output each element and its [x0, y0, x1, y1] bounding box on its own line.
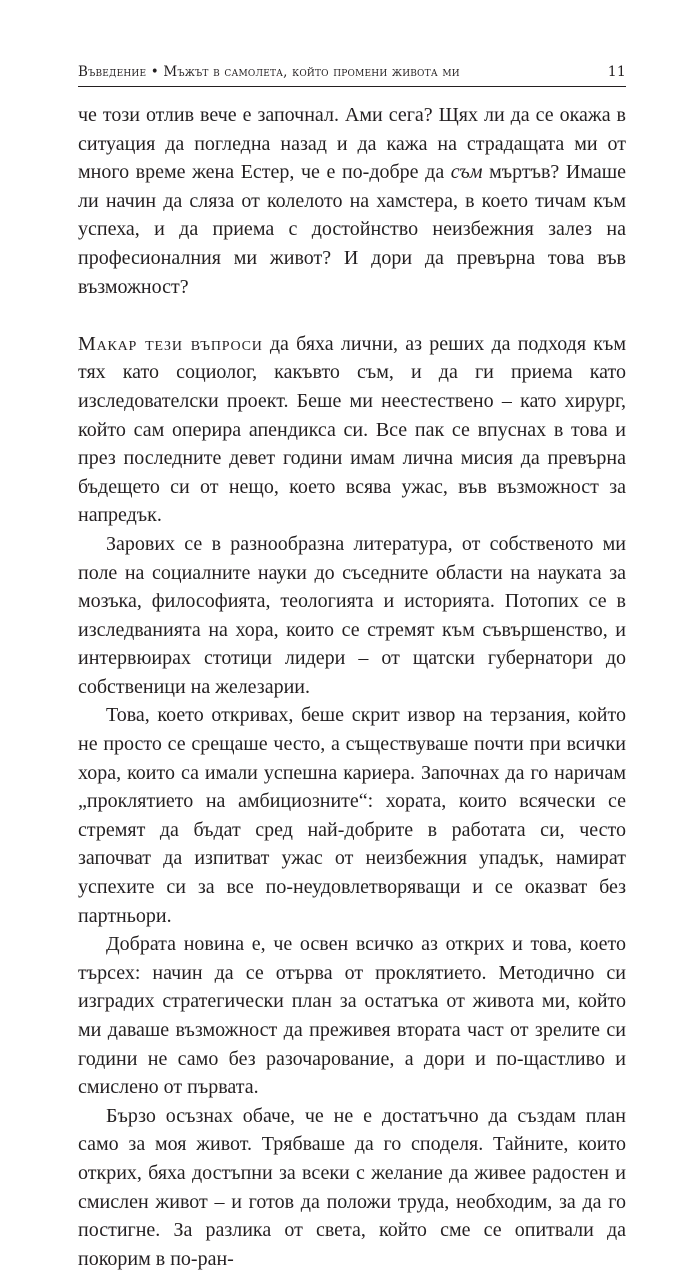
- paragraph-4: Това, което откривах, беше скрит извор на терзания, който не просто се срещаше често, а съществуваше почти при всички хора, които са имали успешна кариера. Започнах да го наричам „проклятието на амбициозните“: хората, които всячески се стремят да бъдат сред най-добрите в работата си, често започват да изпитват ужас от неизбежния упадък, намират успехите си за все по-неудовлетворяващи и се оказват без партньори.: [78, 704, 626, 927]
- section-lead-in: Макар тези въпроси: [78, 332, 263, 355]
- paragraph-1-emphasis: съм: [450, 161, 483, 184]
- body-text: [78, 101, 626, 1273]
- page-number: 11: [607, 64, 626, 80]
- paragraph-6: Бързо осъзнах обаче, че не е достатъчно да създам план само за моя живот. Трябваше да го споделя. Тайните, които открих, бяха достъпни за всеки с желание да живее радостен и смислен живот – и готов да положи труда, необходим, за да го постигне. За разлика от света, който сме се опитвали да покорим в по-ран-: [78, 1104, 626, 1270]
- paragraph-2: [78, 330, 626, 530]
- running-title: Въведение • Мъжът в самолета, който промени живота ми: [78, 64, 460, 80]
- paragraph-2-text: да бяха лични, аз реших да подходя към тях като социолог, какъвто съм, и да ги приема като изследователски проект. Беше ми неестествено – като хирург, който сам оперира апендикса си. Все пак се впуснах в това и през последните девет години имам лична мисия да превърна бъдещето си от нещо, което всява ужас, във възможност за напредък.: [78, 332, 627, 527]
- paragraph-5: Добрата новина е, че освен всичко аз открих и това, което търсех: начин да се отърва от проклятието. Методично си изградих стратегически план за остатъка от живота ми, който ми даваше възможност да преживея втората част от зрелите си години не само без разочарование, а дори и по-щастливо и смислено от първата.: [78, 933, 626, 1099]
- paragraph-1-text-b: мъртъв? Имаше ли начин да сляза от колелото на хамстера, в което тичам към успеха, и да приема с достойнство неизбежния залез на професионалния ми живот? И дори да превърна това във възможност?: [78, 161, 626, 298]
- running-header: [78, 64, 626, 87]
- paragraph-1: [78, 101, 626, 301]
- paragraph-3: Заровиx се в разнообразна литература, от собственото ми поле на социалните науки до съседните области на науката за мозъка, философията, теологията и историята. Потопих се в изследванията на хора, които се стремят към съвършенство, и интервюирах стотици лидери – от щатски губернатори до собственици на железарии.: [78, 532, 626, 698]
- paragraph-1-text-a: че този отлив вече е започнал. Ами сега? Щях ли да се окажа в ситуация да погледна назад и да кажа на страдащата ми от много време жена Естер, че е по-добре да: [78, 104, 626, 184]
